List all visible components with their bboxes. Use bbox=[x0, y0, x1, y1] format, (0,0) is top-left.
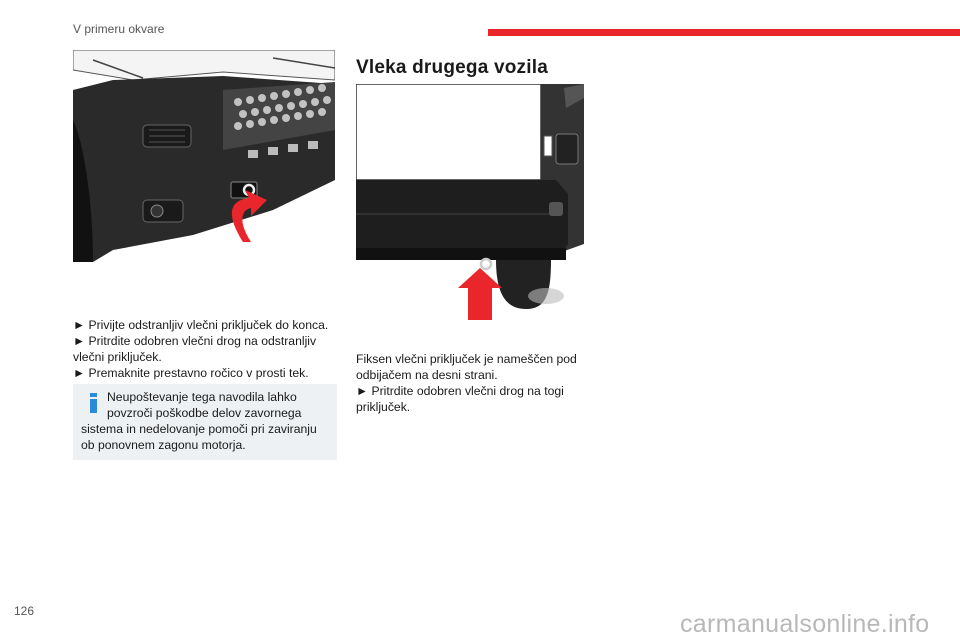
info-text bbox=[81, 389, 331, 453]
watermark: carmanualsonline.info bbox=[680, 610, 930, 638]
info-box bbox=[73, 384, 337, 460]
info-line: sistema in nedelovanje pomoči pri zaviranju bbox=[81, 422, 317, 436]
front-bumper-towing-eye-illustration bbox=[73, 50, 335, 262]
fixed-towing-eye-note: Fiksen vlečni priključek je nameščen pod odbijačem na desni strani. bbox=[356, 352, 577, 382]
info-line: Neupoštevanje tega navodila lahko bbox=[107, 390, 297, 404]
page-number: 126 bbox=[14, 604, 35, 618]
info-line: povzroči poškodbe delov zavornega bbox=[107, 406, 302, 420]
step-screw-towing-eye: ► Privijte odstranljiv vlečni priključek do konca. bbox=[73, 318, 329, 332]
section-heading: Vleka drugega vozila bbox=[356, 57, 548, 78]
step-neutral-gear: ► Premaknite prestavno ročico v prosti tek. bbox=[73, 366, 309, 380]
left-instructions bbox=[73, 317, 343, 381]
step-attach-rigid-tow-bar: ► Pritrdite odobren vlečni drog na togi priključek. bbox=[356, 384, 564, 414]
running-header: V primeru okvare bbox=[73, 22, 165, 36]
step-attach-tow-bar: ► Pritrdite odobren vlečni drog na odstranljiv vlečni priključek. bbox=[73, 334, 317, 364]
info-line: ob ponovnem zagonu motorja. bbox=[81, 438, 246, 452]
rear-bumper-towing-eye-illustration bbox=[356, 84, 584, 322]
right-instructions bbox=[356, 351, 596, 415]
header-accent-bar bbox=[488, 29, 960, 36]
